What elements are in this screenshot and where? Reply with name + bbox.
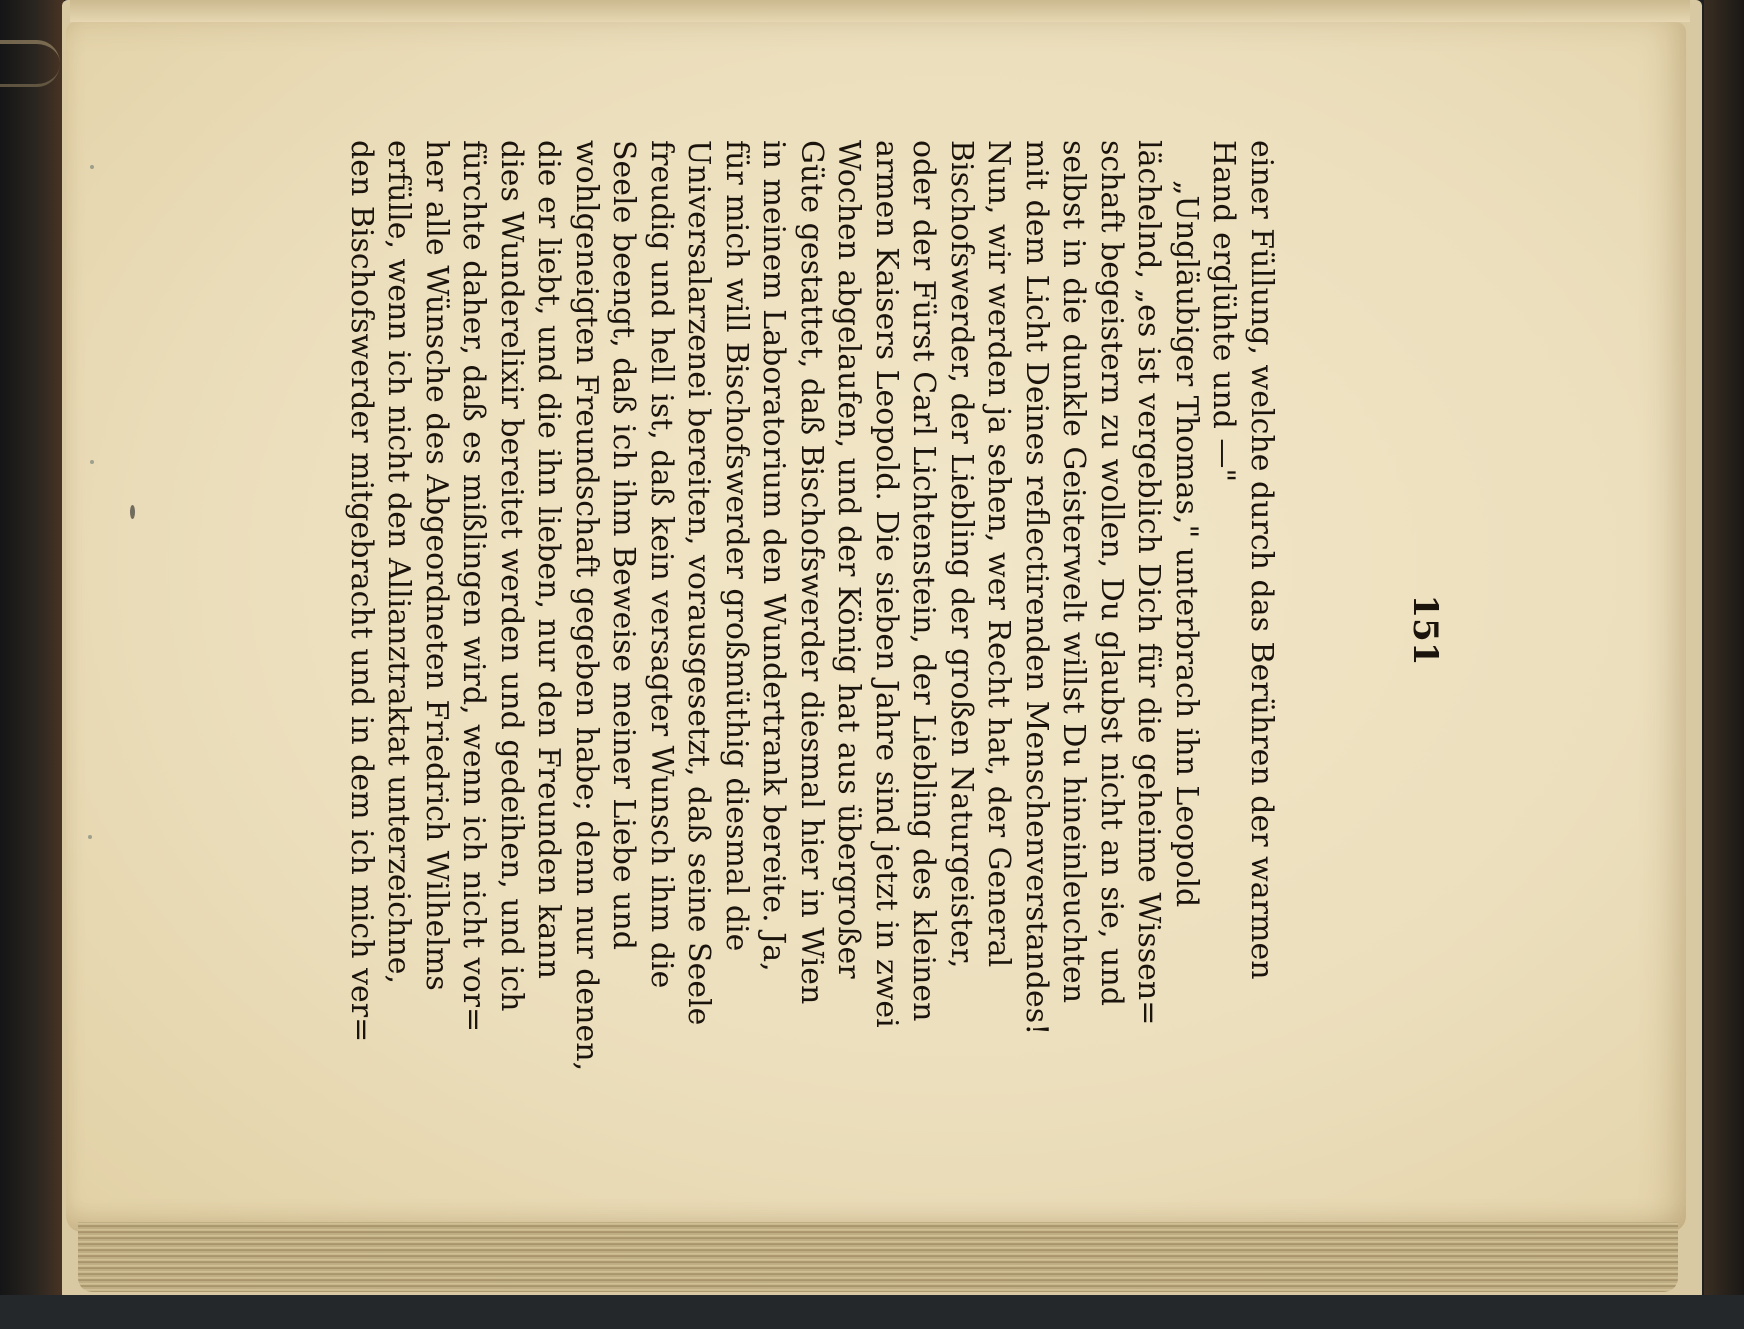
text-line: armen Kaisers Leopold. Die sieben Jahre sind jetzt in zwei	[869, 140, 904, 1028]
book-binding-right	[1704, 0, 1744, 1329]
text-line: fürchte daher, daß es mißlingen wird, wenn ich nicht vor=	[456, 140, 492, 1033]
text-line: „Ungläubiger Thomas," unterbrach ihn Leopold	[1169, 180, 1204, 908]
ink-speck	[130, 505, 135, 519]
text-line: für mich will Bischofswerder großmüthig diesmal die	[719, 140, 754, 952]
background-strip	[0, 1295, 1744, 1329]
text-line: dies Wunderelixir bereitet werden und gedeihen, und ich	[494, 140, 529, 1012]
book-binding-left	[0, 0, 64, 1329]
bookmark-string	[0, 40, 60, 87]
text-line: mit dem Licht Deines reflectirenden Menschenverstandes!	[1019, 140, 1054, 1036]
text-line: oder der Fürst Carl Lichtenstein, der Liebling des kleinen	[906, 140, 942, 1022]
page-text-body	[344, 140, 1280, 1200]
mold-speck	[88, 835, 92, 839]
mold-speck	[90, 460, 94, 464]
text-line: in meinem Laboratorium den Wundertrank bereite. Ja,	[756, 140, 792, 972]
text-line: schaft begeistern zu wollen, Du glaubst nicht an sie, und	[1094, 140, 1129, 1006]
text-line: Güte gestattet, daß Bischofswerder diesmal hier in Wien	[794, 140, 829, 1005]
text-line: die er liebt, und die ihn lieben, nur den Freunden kann	[531, 140, 567, 979]
page-text	[344, 140, 1280, 1200]
text-line: den Bischofswerder mitgebracht und in dem ich mich ver=	[344, 140, 379, 1043]
text-line: Hand erglühte und —"	[1206, 140, 1242, 483]
page-top-edge	[70, 0, 1690, 22]
text-line: einer Füllung, welche durch das Berühren der warmen	[1244, 140, 1279, 980]
text-line: lächelnd, „es ist vergeblich Dich für die geheime Wissen=	[1131, 140, 1167, 1026]
page-fore-edge	[78, 1222, 1678, 1292]
text-line: selbst in die dunkle Geisterwelt willst Du hineinleuchten	[1056, 140, 1092, 1004]
text-line: Wochen abgelaufen, und der König hat aus übergroßer	[831, 140, 867, 979]
text-line: Seele beengt, daß ich ihm Beweise meiner Liebe und	[606, 140, 642, 950]
text-line: Bischofswerder, der Liebling der großen Naturgeister,	[944, 140, 979, 969]
text-line: freudig und hell ist, daß kein versagter Wunsch ihm die	[644, 140, 679, 989]
text-line: wohlgeneigten Freundschaft gegeben habe; denn nur denen,	[569, 140, 604, 1072]
text-line: Nun, wir werden ja sehen, wer Recht hat, der General	[981, 140, 1017, 968]
text-line: erfülle, wenn ich nicht den Allianztraktat unterzeichne,	[381, 140, 417, 984]
mold-speck	[90, 165, 94, 169]
page-number: 151	[1405, 594, 1445, 666]
text-line: her alle Wünsche des Abgeordneten Friedrich Wilhelms	[419, 140, 454, 991]
text-line: Universalarzenei bereiten, vorausgesetzt, daß seine Seele	[681, 140, 717, 1026]
